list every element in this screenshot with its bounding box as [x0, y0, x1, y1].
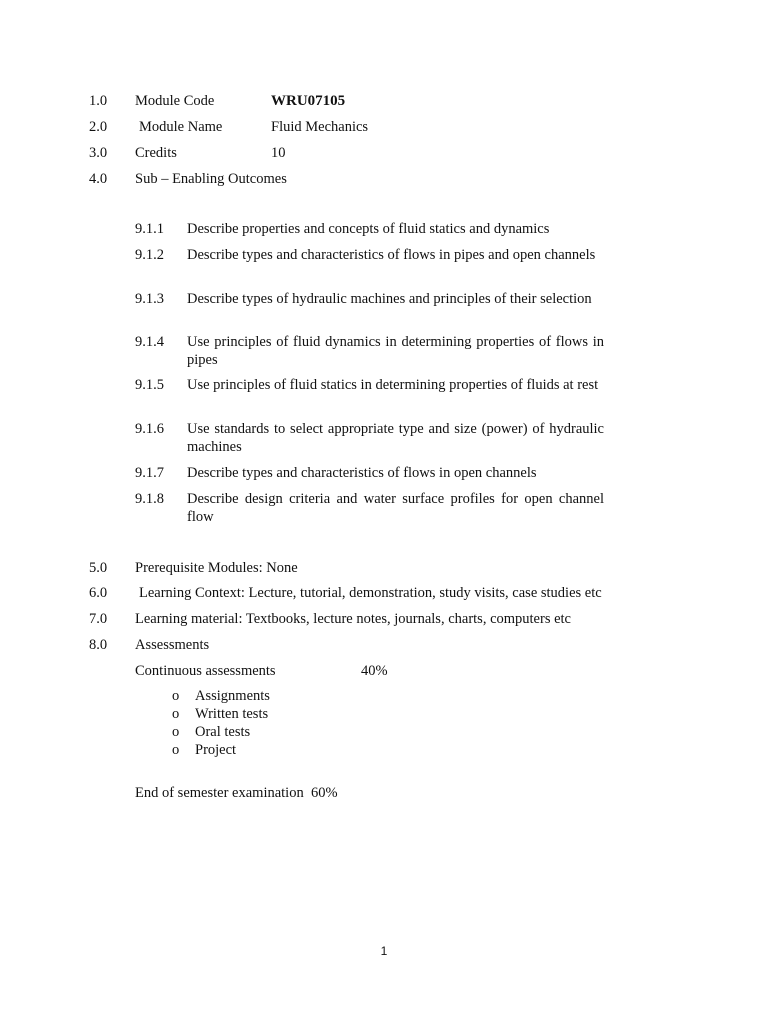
section-number: 4.0 [89, 171, 108, 187]
prerequisite-row [0, 559, 768, 577]
bullet-text: Assignments [195, 688, 270, 704]
section-number: 6.0 [89, 585, 108, 601]
outcome-number: 9.1.1 [135, 221, 164, 237]
bullet-text: Oral tests [195, 724, 251, 740]
section-number: 7.0 [89, 611, 108, 627]
credits-row [0, 144, 768, 162]
assessment-bullet-item [0, 687, 768, 705]
bullet-marker: o [172, 706, 180, 722]
outcome-text: Describe types and characteristics of flows in pipes and open channels [187, 247, 596, 263]
outcome-text: Describe types and characteristics of flows in open channels [187, 465, 537, 481]
bullet-marker: o [172, 742, 180, 758]
outcome-text: Use standards to select appropriate type and size (power) of hydraulic machines [187, 421, 604, 455]
bullet-text: Project [195, 742, 237, 758]
outcome-text: Describe properties and concepts of fluid statics and dynamics [187, 221, 550, 237]
continuous-assessment-row [0, 662, 768, 680]
learning-material-text: Learning material: Textbooks, lecture notes, journals, charts, computers etc [135, 611, 571, 627]
assessment-bullet-item [0, 741, 768, 759]
assessment-bullet-item [0, 723, 768, 741]
module-code-value: WRU07105 [271, 93, 346, 109]
final-exam-text: End of semester examination 60% [135, 785, 338, 801]
outcome-number: 9.1.6 [135, 421, 164, 437]
module-code-row [0, 92, 768, 110]
section-number: 1.0 [89, 93, 108, 109]
learning-context-row [0, 584, 768, 602]
outcome-number: 9.1.5 [135, 377, 164, 393]
outcome-text: Describe design criteria and water surface profiles for open channel flow [187, 491, 604, 525]
module-name-label: Module Name [139, 119, 223, 135]
page-number: 1 [380, 944, 388, 958]
assessments-row [0, 636, 768, 654]
bullet-marker: o [172, 688, 180, 704]
prerequisite-text: Prerequisite Modules: None [135, 560, 298, 576]
section-number: 2.0 [89, 119, 108, 135]
section-number: 3.0 [89, 145, 108, 161]
learning-context-text: Learning Context: Lecture, tutorial, demonstration, study visits, case studies etc [139, 585, 602, 601]
credits-label: Credits [135, 145, 177, 161]
assessments-heading: Assessments [135, 637, 210, 653]
module-name-row [0, 118, 768, 136]
bullet-marker: o [172, 724, 180, 740]
credits-value: 10 [271, 145, 286, 161]
final-exam-row [0, 784, 768, 802]
assessment-bullet-item [0, 705, 768, 723]
continuous-assessment-weight: 40% [361, 663, 388, 679]
outcome-number: 9.1.7 [135, 465, 164, 481]
outcome-text: Use principles of fluid statics in determining properties of fluids at rest [187, 377, 599, 393]
outcome-number: 9.1.2 [135, 247, 164, 263]
outcome-number: 9.1.4 [135, 334, 164, 350]
learning-material-row [0, 610, 768, 628]
section-number: 5.0 [89, 560, 108, 576]
module-code-label: Module Code [135, 93, 215, 109]
continuous-assessment-label: Continuous assessments [135, 663, 276, 679]
outcome-number: 9.1.8 [135, 491, 164, 507]
outcome-text: Use principles of fluid dynamics in determining properties of flows in pipes [187, 334, 604, 368]
module-name-value: Fluid Mechanics [271, 119, 369, 135]
bullet-text: Written tests [195, 706, 269, 722]
outcome-number: 9.1.3 [135, 291, 164, 307]
sub-outcomes-row [0, 170, 768, 188]
sub-outcomes-heading: Sub – Enabling Outcomes [135, 171, 287, 187]
section-number: 8.0 [89, 637, 108, 653]
outcome-text: Describe types of hydraulic machines and principles of their selection [187, 291, 592, 307]
